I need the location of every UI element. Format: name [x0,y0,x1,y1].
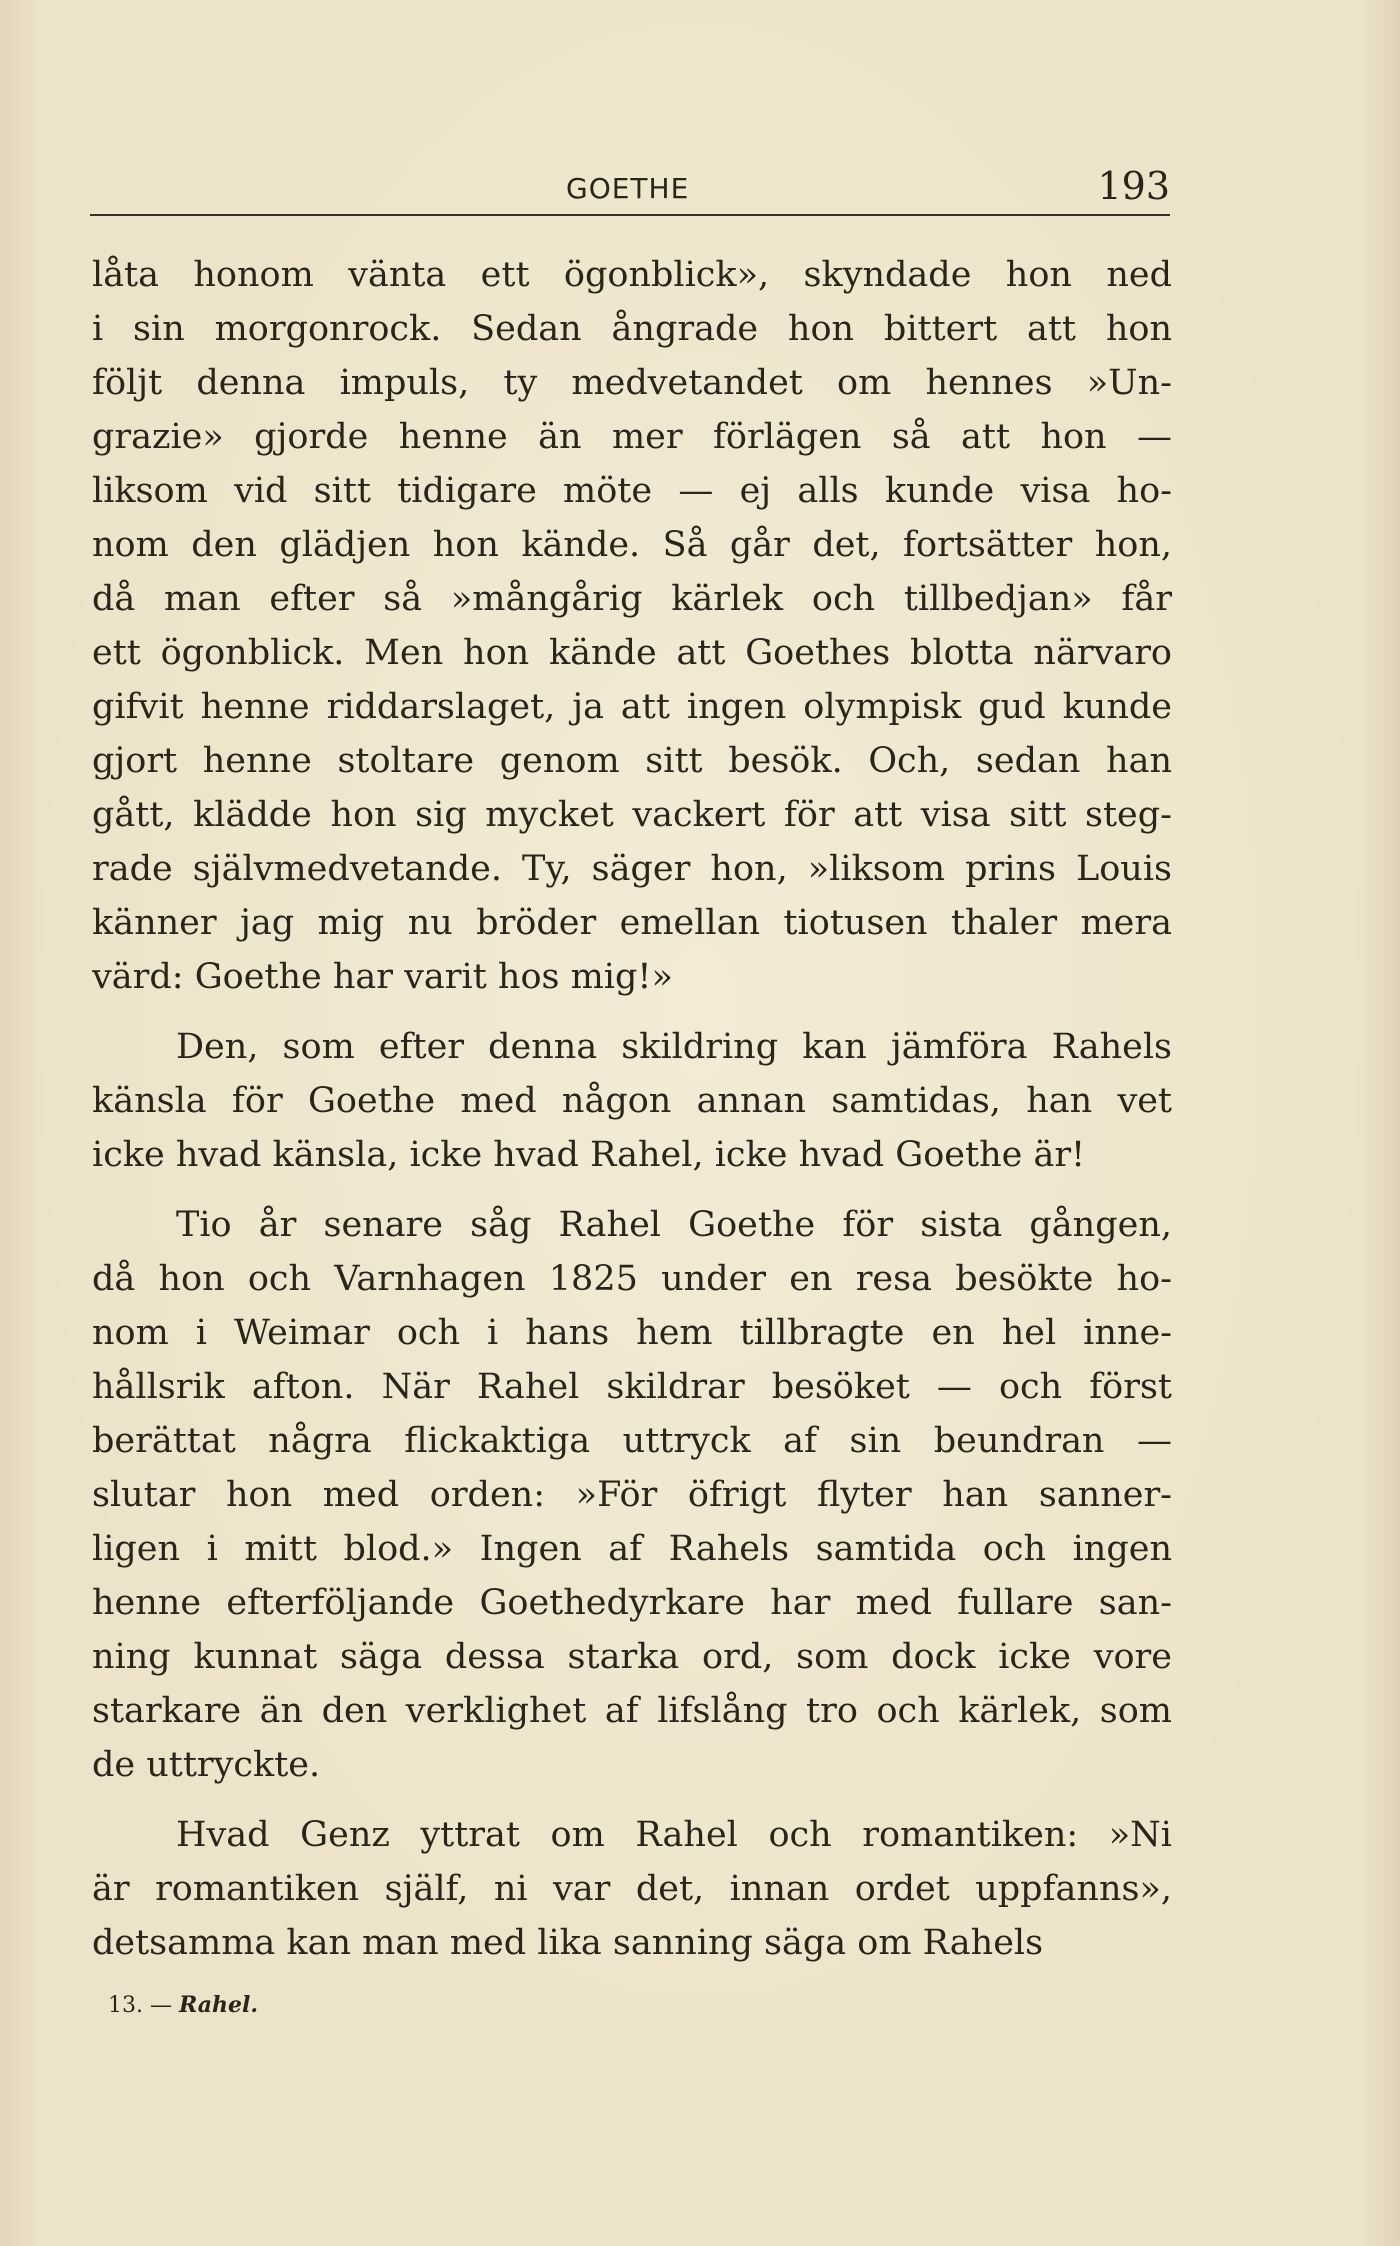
paragraph [92,1020,1172,1182]
text-line: Tio år senare såg Rahel Goethe för sista gången, [176,1205,1172,1245]
text-line: känner jag mig nu bröder emellan tiotusen thaler mera [92,903,1172,943]
text-line: detsamma kan man med lika sanning säga om Rahels [92,1923,1044,1963]
paragraph [92,1198,1172,1792]
signature-dash: — [150,1993,172,2018]
text-line: liksom vid sitt tidigare möte — ej alls kunde visa ho- [92,471,1172,511]
text-line: slutar hon med orden: »För öfrigt flyter han sanner- [92,1475,1172,1515]
text-line: icke hvad känsla, icke hvad Rahel, icke hvad Goethe är! [92,1135,1086,1175]
text-line: låta honom vänta ett ögonblick», skyndade hon ned [92,255,1172,295]
running-head [90,164,1170,214]
text-line: starkare än den verklighet af lifslång tro och kärlek, som [92,1691,1172,1731]
text-line: följt denna impuls, ty medvetandet om hennes »Un- [92,363,1172,403]
text-line: Hvad Genz yttrat om Rahel och romantiken: »Ni [176,1815,1172,1855]
text-line: värd: Goethe har varit hos mig!» [92,957,673,997]
text-line: gifvit henne riddarslaget, ja att ingen olympisk gud kunde [92,687,1172,727]
paragraph-gap [92,1004,1172,1020]
body-text [92,248,1172,1970]
text-line: berättat några flickaktiga uttryck af sin beundran — [92,1421,1172,1461]
text-line: då man efter så »mångårig kärlek och tillbedjan» får [92,579,1172,619]
text-line: i sin morgonrock. Sedan ångrade hon bittert att hon [92,309,1172,349]
text-line: grazie» gjorde henne än mer förlägen så att hon — [92,417,1172,457]
text-line: Den, som efter denna skildring kan jämföra Rahels [176,1027,1172,1067]
text-line: rade självmedvetande. Ty, säger hon, »liksom prins Louis [92,849,1172,889]
text-line: känsla för Goethe med någon annan samtidas, han vet [92,1081,1172,1121]
page-number: 193 [1097,164,1170,208]
text-line: ligen i mitt blod.» Ingen af Rahels samtida och ingen [92,1529,1172,1569]
signature-title: Rahel. [179,1992,259,2018]
text-line: gjort henne stoltare genom sitt besök. Och, sedan han [92,741,1172,781]
text-line: hållsrik afton. När Rahel skildrar besöket — och först [92,1367,1172,1407]
text-line: gått, klädde hon sig mycket vackert för att visa sitt steg- [92,795,1172,835]
text-line: henne efterföljande Goethedyrkare har med fullare san- [92,1583,1172,1623]
paragraph-gap [92,1792,1172,1808]
header-rule [90,214,1170,216]
printer-signature [108,1992,258,2018]
text-line: de uttryckte. [92,1745,321,1785]
text-line: är romantiken själf, ni var det, innan ordet uppfanns», [92,1869,1172,1909]
running-title: GOETHE [566,172,690,205]
paragraph [92,1808,1172,1970]
paragraph [92,248,1172,1004]
text-line: då hon och Varnhagen 1825 under en resa besökte ho- [92,1259,1172,1299]
text-line: nom i Weimar och i hans hem tillbragte en hel inne- [92,1313,1172,1353]
paragraph-gap [92,1182,1172,1198]
text-line: nom den glädjen hon kände. Så går det, fortsätter hon, [92,525,1172,565]
text-line: ning kunnat säga dessa starka ord, som dock icke vore [92,1637,1172,1677]
signature-number: 13. [108,1993,143,2018]
text-line: ett ögonblick. Men hon kände att Goethes blotta närvaro [92,633,1172,673]
